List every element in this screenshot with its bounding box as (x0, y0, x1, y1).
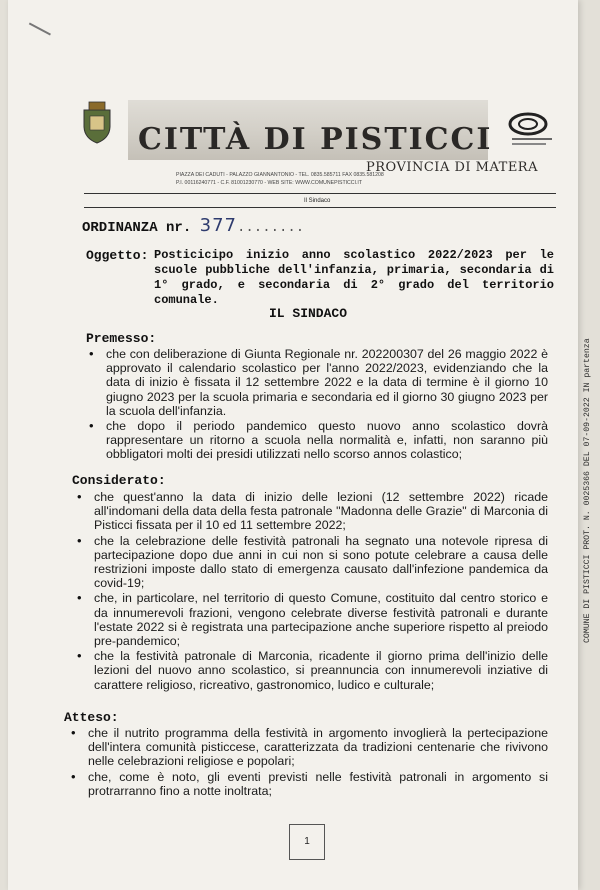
list-item: • che la festività patronale di Marconia, ricadente il giorno prima dell'inizio delle lezioni del nuovo anno scolastico, si preannuncia con innumerevoli inziative di carattere religioso, ricreativo, gastronomico, ludico e culturale; (77, 648, 548, 692)
protocol-stamp: COMUNE DI PISTICCI PROT. N. 0025366 DEL 07-09-2022 IN partenza (583, 338, 592, 643)
list-item: • che, in particolare, nel territorio di questo Comune, costituito dal centro storico e da innumerevoli frazioni, vengono celebrate diverse festività patronali e durante l'estate 2022 si è registrata una partecipazione anche superiore rispetto al preiodo pre-pandemico; (77, 590, 548, 649)
anniversary-logo-icon (508, 112, 558, 148)
address-line-2: P.I. 00116240771 - C.F. 81001230770 - WEB SITE: WWW.COMUNEPISTICCI.IT (176, 180, 363, 186)
atteso-list (68, 726, 548, 799)
ordinance-dots: ........ (236, 220, 305, 236)
considerato-list (74, 490, 548, 693)
premesso-heading: Premesso: (86, 331, 157, 346)
header-rule-bottom (84, 207, 556, 208)
list-item: • che il nutrito programma della festività in argomento invoglierà la pertecipazione dell'intera comunità pisticcese, caratterizzata da tradizioni centenarie che rivivono nelle celebrazioni religiose e popolari; (71, 725, 548, 769)
list-item: • che con deliberazione di Giunta Regionale nr. 202200307 del 26 maggio 2022 è approvato il calendario scolastico per l'anno 2022/2023, evidenziando che la data di inizio è fissata il 12 settembre 2022 e la data di termine è il giorno 10 giugno 2023 per la scuola primaria e secondaria ed il giorno 30 giugno 2023 per la scuola dell'infanzia. (89, 346, 548, 418)
document-page (8, 0, 578, 890)
mayor-heading: IL SINDACO (268, 306, 347, 321)
atteso-heading: Atteso: (64, 710, 119, 725)
subject-text: Posticicipo inizio anno scolastico 2022/2023 per le scuole pubbliche dell'infanzia, primaria, secondaria di 1° grado, e secondaria di 2° grado del territorio comunale. (154, 248, 554, 307)
subject-label: Oggetto: (86, 248, 149, 263)
address-line-1: PIAZZA DEI CADUTI - PALAZZO GIANNANTONIO - TEL. 0835.585711 FAX 0835.581208 (176, 172, 384, 178)
premesso-list (86, 347, 548, 463)
header-rule-top (84, 193, 556, 194)
city-title: CITTÀ DI PISTICCI (138, 122, 493, 157)
list-item: • che, come è noto, gli eventi previsti nelle festività patronali in argomento si protrarranno fino a notte inoltrata; (71, 768, 548, 798)
list-item: • che quest'anno la data di inizio delle lezioni (12 settembre 2022) ricade all'indomani della data della festa patronale "Madonna delle Grazie" di Marconia di Pisticci fissata per il 10 ed 11 settembre 2022; (77, 489, 548, 533)
city-crest-icon (80, 100, 114, 144)
province-label: PROVINCIA DI MATERA (366, 160, 538, 175)
ordinance-label: ORDINANZA nr. (82, 220, 192, 236)
pencil-mark (29, 22, 51, 35)
page-number: 1 (289, 824, 325, 860)
list-item: • che la celebrazione delle festività patronali ha segnato una notevole ripresa di partecipazione dopo due anni in cui non si sono potute celebrare a causa delle restrizioni imposte dallo stato di emergenza causato dall'infezione pandemica da covid-19; (77, 532, 548, 591)
ordinance-number-line (82, 215, 304, 236)
considerato-heading: Considerato: (72, 473, 166, 488)
office-label: Il Sindaco (304, 198, 331, 204)
ordinance-number: 377 (199, 215, 237, 236)
list-item: • che dopo il periodo pandemico questo nuovo anno scolastico dovrà rappresentare un ritorno a scuola nella normalità e, infatti, non saranno più obbligatori molti dei presidi utilizzati nello scorso annos colastico; (89, 418, 548, 462)
